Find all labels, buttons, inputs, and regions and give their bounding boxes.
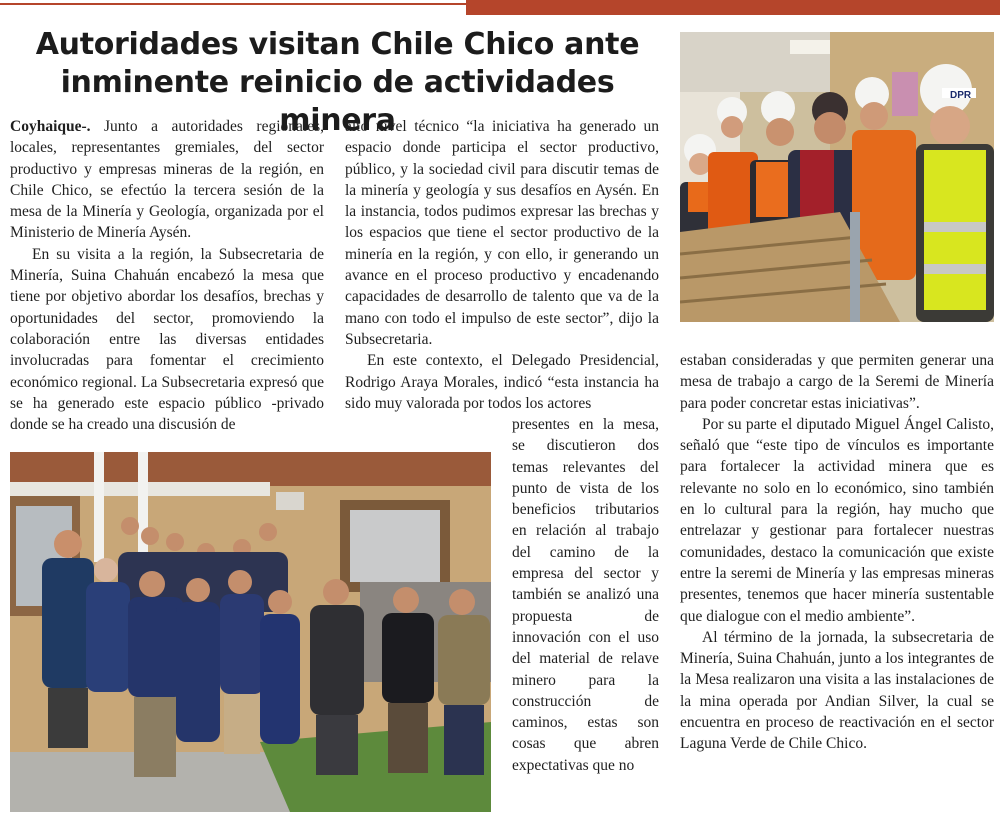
header-rule: [0, 3, 466, 5]
helmet-label: DPR: [950, 90, 972, 101]
paragraph-5: estaban consideradas y que permiten generar una mesa de trabajo a cargo de la Seremi de Minería para poder concretar estas iniciativas”.: [680, 352, 994, 412]
paragraph-3: alto nivel técnico “la iniciativa ha generado un espacio donde participa el sector productivo, público, y la sociedad civil para discutir temas de la minería y geología y sus desafíos en Aysén. En la instancia, todos pudimos expresar las brechas y los espacios que tiene el sector productivo de la minería en la región, y con ello, ir generando un avance en el proceso productivo y encadenando capacidades de desarrollo de talento que va de la mano con todo el impulso de este sector”, dijo la Subsecretaria.: [345, 118, 659, 348]
photo-group-portrait-graphic: [10, 452, 491, 812]
dateline: Coyhaique-.: [10, 118, 91, 135]
paragraph-7: Al término de la jornada, la subsecretaria de Minería, Suina Chahuán, junto a los integrantes de la Mesa realizaron una visita a las instalaciones de la mina operada por Andian Silver, la cual se encuentra en proceso de reactivación en el sector Laguna Verde de Chile Chico.: [680, 628, 994, 753]
paragraph-4: En este contexto, el Delegado Presidencial, Rodrigo Araya Morales, indicó “esta instancia ha sido muy valorada por todos los actores: [345, 352, 659, 412]
paragraph-1: [10, 116, 324, 244]
article-column-2-narrow: [512, 414, 659, 776]
article-column-3: [680, 350, 994, 755]
photo-group-portrait: [10, 452, 491, 812]
paragraph-2: En su visita a la región, la Subsecretaria de Minería, Suina Chahuán encabezó la mesa que tiene por objetivo abordar los desafíos, brechas y oportunidades del sector, promoviendo la colaboración entre las diversas entidades involucradas para fomentar el crecimiento económico regional. La Subsecretaria expresó que se ha generado este espacio público -privado donde se ha creado una discusión de: [10, 245, 324, 434]
header-bar: [466, 0, 1000, 15]
photo-core-inspection-graphic: [680, 32, 994, 322]
article-column-2: [345, 116, 659, 414]
article-column-1: [10, 116, 324, 435]
photo-core-inspection: [680, 32, 994, 322]
paragraph-6: Por su parte el diputado Miguel Ángel Calisto, señaló que “este tipo de vínculos es importante para fortalecer la actividad minera que es relevante no solo en lo económico, sino también en lo cultural para la región, hay mucho que entrelazar y gestionar para fortalecer nuestras comunidades, destaco la comunicación que existe entre la seremi de Minería y las empresas mineras presentes, tenemos que hacer minería sustentable que dialogue con el medio ambiente”.: [680, 415, 994, 625]
paragraph-4-continued: presentes en la mesa, se discutieron dos temas relevantes del punto de vista de los beneficios tributarios en relación al trabajo del camino de la empresa del sector y también se analizó una propuesta de innovación con el uso del material de relave minero para la construcción de caminos, estas son cosas que abren expectativas que no: [512, 416, 659, 774]
headline: Autoridades visitan Chile Chico ante inminente reinicio de actividades minera: [35, 27, 640, 138]
paragraph-1-text: Junto a autoridades regionales, locales, representantes gremiales, del sector productivo y empresas mineras de la región, en Chile Chico, se efectúo la tercera sesión de la mesa de la Minería y Geología, organizada por el Ministerio de Minería Aysén.: [10, 118, 324, 242]
